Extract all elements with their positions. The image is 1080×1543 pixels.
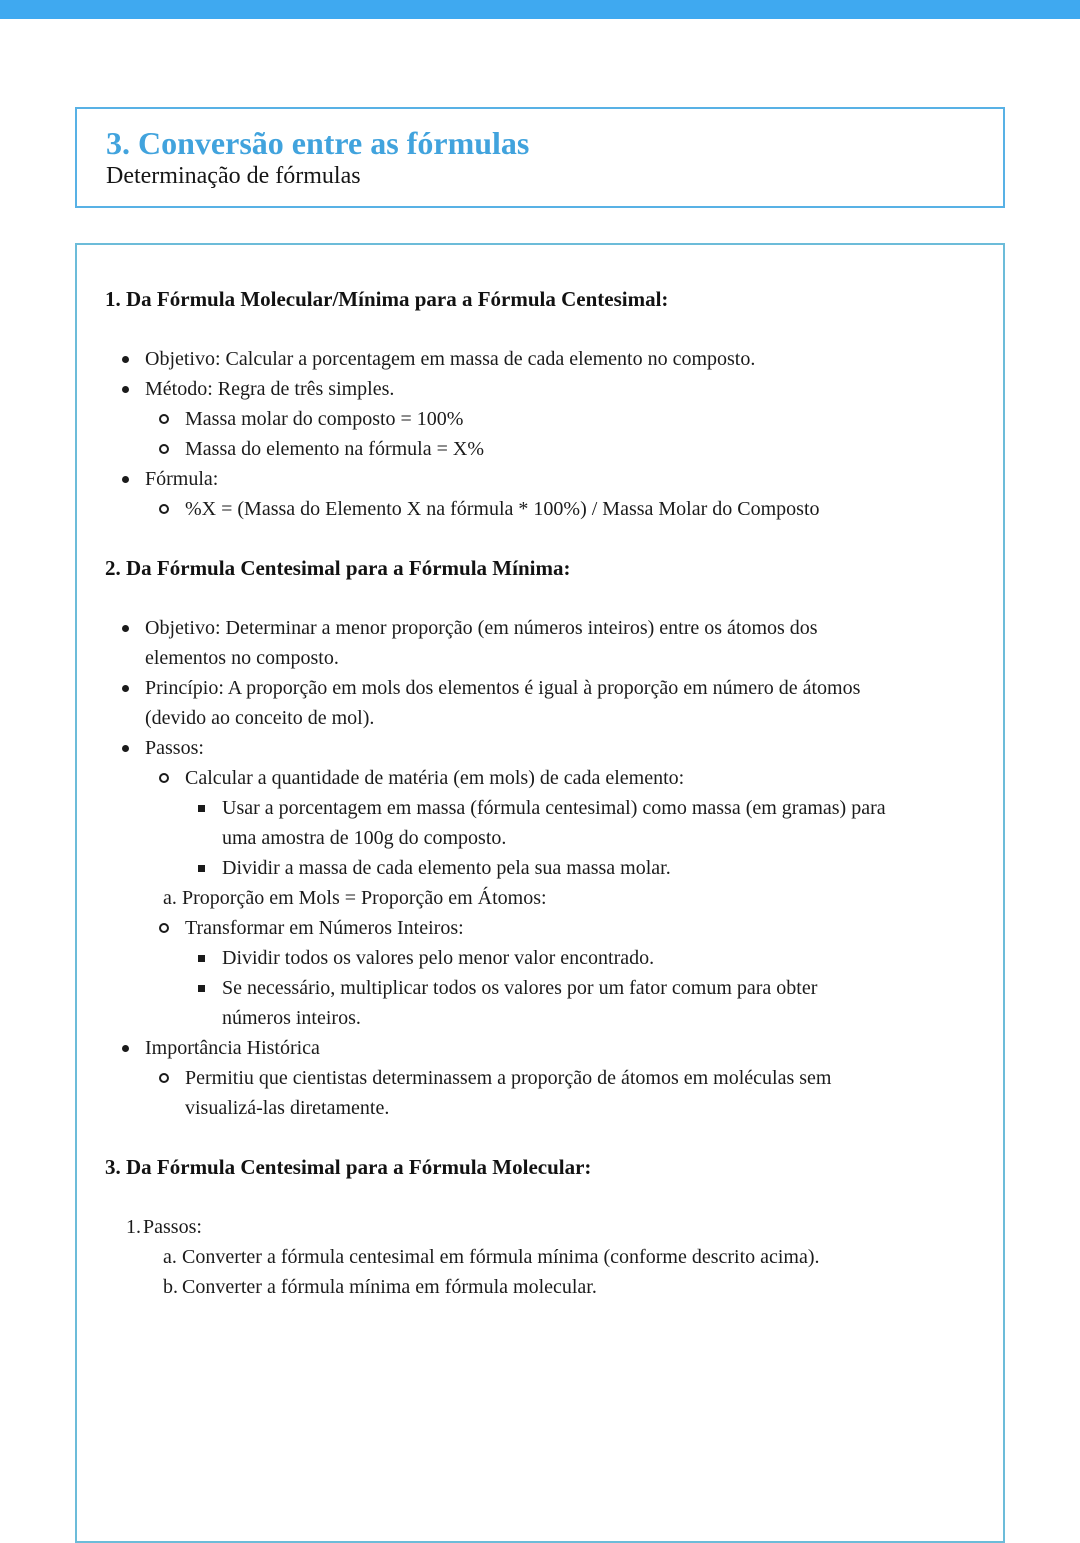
header-card <box>75 107 1005 208</box>
section-heading: 1. Da Fórmula Molecular/Mínima para a Fórmula Centesimal: <box>105 287 669 311</box>
top-accent-bar <box>0 0 1080 19</box>
list-item <box>105 1272 979 1302</box>
list-item-text: Passos: <box>145 737 204 759</box>
list-item-text: elementos no composto. <box>145 647 339 669</box>
disc-bullet-icon <box>121 374 145 404</box>
list-item-text: Usar a porcentagem em massa (fórmula centesimal) como massa (em gramas) para <box>222 797 886 819</box>
list-item-text: %X = (Massa do Elemento X na fórmula * 100%) / Massa Molar do Composto <box>185 498 820 520</box>
disc-bullet-icon <box>121 673 145 733</box>
list-item-text: Princípio: A proporção em mols dos elementos é igual à proporção em número de átomos <box>145 677 861 699</box>
list-item <box>105 494 979 524</box>
list-item-text: Transformar em Números Inteiros: <box>185 917 464 939</box>
list-item <box>105 673 979 733</box>
page-title: 3. Conversão entre as fórmulas <box>106 125 530 161</box>
list-item-text: Objetivo: Calcular a porcentagem em massa de cada elemento no composto. <box>145 348 756 370</box>
list-item <box>105 434 979 464</box>
list-item-text: (devido ao conceito de mol). <box>145 707 375 729</box>
list-item-text: Dividir todos os valores pelo menor valor encontrado. <box>222 947 655 969</box>
circle-bullet-icon <box>159 913 185 943</box>
list-item-text: Massa molar do composto = 100% <box>185 408 464 430</box>
disc-bullet-icon <box>121 344 145 374</box>
square-bullet-icon <box>197 793 222 853</box>
square-bullet-icon <box>197 973 222 1033</box>
circle-bullet-icon <box>159 1063 185 1123</box>
disc-bullet-icon <box>121 464 145 494</box>
list-item <box>105 883 979 913</box>
list-item <box>105 1212 979 1242</box>
list-item-text: Converter a fórmula centesimal em fórmula mínima (conforme descrito acima). <box>182 1246 820 1268</box>
section-molecular-to-centesimal <box>105 285 979 524</box>
list-item <box>105 733 979 763</box>
list-item <box>105 1242 979 1272</box>
list-item-text: Dividir a massa de cada elemento pela sua massa molar. <box>222 857 671 879</box>
list-item <box>105 1063 979 1123</box>
disc-bullet-icon <box>121 613 145 673</box>
page-subtitle: Determinação de fórmulas <box>106 163 361 189</box>
list-item-text: visualizá-las diretamente. <box>185 1097 390 1119</box>
list-item <box>105 404 979 434</box>
list-item-text: Calcular a quantidade de matéria (em mols) de cada elemento: <box>185 767 685 789</box>
section-centesimal-to-minima <box>105 554 979 1123</box>
list-item-text: Se necessário, multiplicar todos os valores por um fator comum para obter <box>222 977 818 999</box>
list-item-text: Método: Regra de três simples. <box>145 378 395 400</box>
square-bullet-icon <box>197 943 222 973</box>
list-item-text: Massa do elemento na fórmula = X% <box>185 438 484 460</box>
list-item <box>105 973 979 1033</box>
list-item-text: Converter a fórmula mínima em fórmula molecular. <box>182 1276 597 1298</box>
disc-bullet-icon <box>121 1033 145 1063</box>
section-heading: 2. Da Fórmula Centesimal para a Fórmula Mínima: <box>105 556 571 580</box>
ordered-marker: 1. <box>126 1216 141 1238</box>
list-item-text: Proporção em Mols = Proporção em Átomos: <box>182 887 547 909</box>
ordered-marker: a. <box>163 887 177 909</box>
list-item <box>105 853 979 883</box>
circle-bullet-icon <box>159 404 185 434</box>
list-item <box>105 943 979 973</box>
list-item-text: números inteiros. <box>222 1007 361 1029</box>
list-item <box>105 464 979 494</box>
section-centesimal-to-molecular <box>105 1153 979 1302</box>
list-item-text: Passos: <box>143 1216 202 1238</box>
disc-bullet-icon <box>121 733 145 763</box>
content-card <box>75 243 1005 1543</box>
list-item <box>105 763 979 793</box>
list-item <box>105 344 979 374</box>
circle-bullet-icon <box>159 763 185 793</box>
list-item-text: Fórmula: <box>145 468 219 490</box>
list-item <box>105 1033 979 1063</box>
list-item <box>105 613 979 673</box>
list-item <box>105 374 979 404</box>
list-item-text: uma amostra de 100g do composto. <box>222 827 507 849</box>
section-heading: 3. Da Fórmula Centesimal para a Fórmula Molecular: <box>105 1155 592 1179</box>
ordered-marker: b. <box>163 1276 178 1298</box>
list-item <box>105 793 979 853</box>
ordered-marker: a. <box>163 1246 177 1268</box>
square-bullet-icon <box>197 853 222 883</box>
list-item-text: Permitiu que cientistas determinassem a proporção de átomos em moléculas sem <box>185 1067 832 1089</box>
circle-bullet-icon <box>159 434 185 464</box>
list-item-text: Importância Histórica <box>145 1037 320 1059</box>
circle-bullet-icon <box>159 494 185 524</box>
list-item-text: Objetivo: Determinar a menor proporção (em números inteiros) entre os átomos dos <box>145 617 818 639</box>
list-item <box>105 913 979 943</box>
